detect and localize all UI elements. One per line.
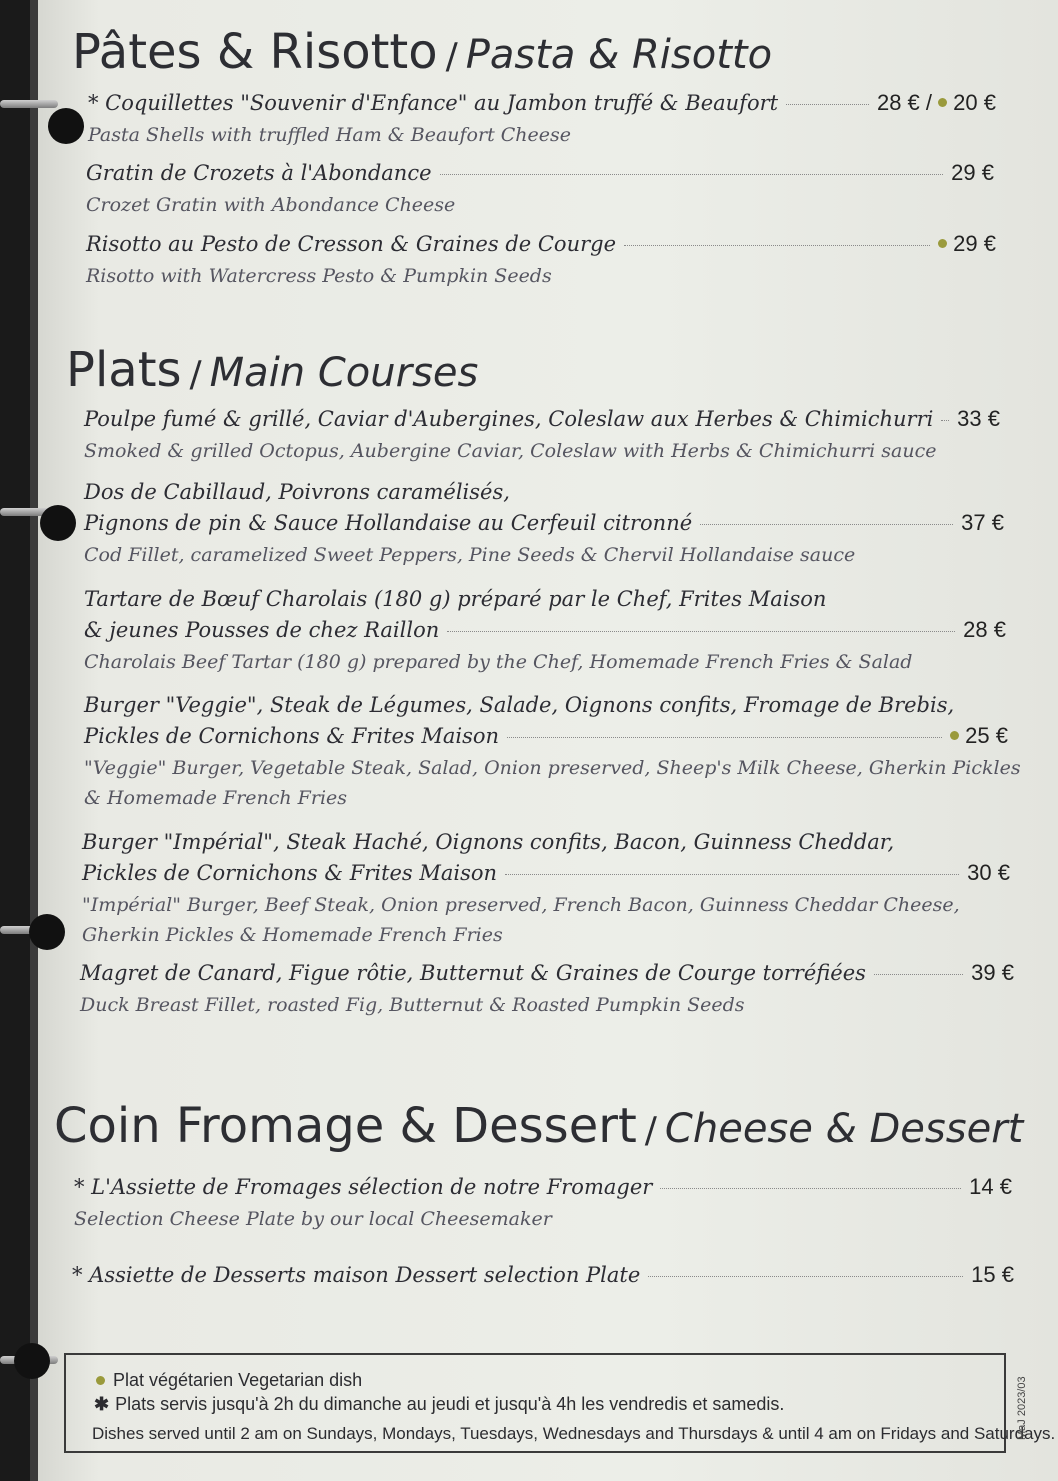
dish-name-fr: Tartare de Bœuf Charolais (180 g) préparé par le Chef, Frites Maison <box>84 587 827 611</box>
dish-name-fr: * Coquillettes "Souvenir d'Enfance" au Jambon truffé & Beaufort <box>88 91 779 115</box>
price: 28 € / 20 € <box>876 90 996 115</box>
dish-name-fr: Magret de Canard, Figue rôtie, Butternut & Graines de Courge torréfiées <box>80 961 866 985</box>
binder-spine <box>0 0 30 1481</box>
dish-name-fr: Risotto au Pesto de Cresson & Graines de Courge <box>86 232 617 256</box>
dot-leader <box>660 1188 961 1189</box>
vegetarian-dot-icon <box>938 239 947 248</box>
section-title-separator: / <box>445 36 458 77</box>
section-title-separator: / <box>644 1110 657 1151</box>
price: 14 € <box>969 1174 1012 1199</box>
price: 29 € <box>938 231 996 257</box>
section-title-en: Cheese & Dessert <box>664 1106 1024 1152</box>
dot-leader <box>874 974 963 975</box>
dish-name-en: Crozet Gratin with Abondance Cheese <box>86 194 456 216</box>
menu-item <box>84 693 1021 813</box>
price: 37 € <box>961 510 1004 535</box>
menu-item <box>86 160 994 220</box>
price: 15 € <box>971 1262 1014 1287</box>
menu-item <box>84 480 1004 570</box>
menu-item <box>84 406 1000 466</box>
dot-leader <box>507 737 942 738</box>
vegetarian-dot-icon <box>950 731 959 740</box>
menu-item <box>82 830 1010 950</box>
dish-name-fr: & jeunes Pousses de chez Raillon <box>84 618 440 642</box>
dish-name-en: Cod Fillet, caramelized Sweet Peppers, Pine Seeds & Chervil Hollandaise sauce <box>84 544 856 566</box>
section-title-cheese <box>54 1098 1023 1154</box>
section-title-en: Main Courses <box>209 350 479 396</box>
dish-name-en: Gherkin Pickles & Homemade French Fries <box>82 924 503 946</box>
legend-vegetarian: Plat végétarien Vegetarian dish <box>96 1370 362 1391</box>
price: 33 € <box>957 406 1000 431</box>
dish-name-fr: Burger "Impérial", Steak Haché, Oignons confits, Bacon, Guinness Cheddar, <box>82 830 895 854</box>
dot-leader <box>941 420 949 421</box>
update-label: MaJ 2023/03 <box>1016 1376 1028 1440</box>
vegetarian-dot-icon <box>96 1376 105 1385</box>
dish-name-en: "Impérial" Burger, Beef Steak, Onion preserved, French Bacon, Guinness Cheddar Cheese, <box>82 894 960 916</box>
menu-item <box>74 1174 1012 1234</box>
dot-leader <box>624 245 930 246</box>
price: 25 € <box>950 723 1008 749</box>
vegetarian-dot-icon <box>938 98 947 107</box>
dish-name-fr: Gratin de Crozets à l'Abondance <box>86 161 432 185</box>
menu-item <box>72 1262 1014 1292</box>
section-title-fr: Pâtes & Risotto <box>72 24 438 80</box>
dot-leader <box>447 631 955 632</box>
dot-leader <box>648 1276 963 1277</box>
section-title-en: Pasta & Risotto <box>465 32 773 78</box>
dish-name-fr: Burger "Veggie", Steak de Légumes, Salade, Oignons confits, Fromage de Brebis, <box>84 693 955 717</box>
section-title-fr: Coin Fromage & Dessert <box>54 1098 637 1154</box>
asterisk-icon: ✱ <box>94 1394 110 1414</box>
dot-leader <box>505 874 959 875</box>
section-title-pasta <box>72 24 772 80</box>
dish-name-fr: Pignons de pin & Sauce Hollandaise au Cerfeuil citronné <box>84 511 693 535</box>
price: 30 € <box>967 860 1010 885</box>
legend-hours-en: Dishes served until 2 am on Sundays, Mondays, Tuesdays, Wednesdays and Thursdays & until 4 am on Fridays and Saturdays. <box>92 1424 1056 1443</box>
dish-name-en: "Veggie" Burger, Vegetable Steak, Salad, Onion preserved, Sheep's Milk Cheese, Gherkin Pickles <box>84 757 1021 779</box>
price: 28 € <box>963 617 1006 642</box>
section-title-separator: / <box>189 354 202 395</box>
binder-edge <box>30 0 38 1481</box>
section-title-mains <box>66 342 478 398</box>
dish-name-fr: Pickles de Cornichons & Frites Maison <box>82 861 498 885</box>
dish-name-fr: Pickles de Cornichons & Frites Maison <box>84 724 500 748</box>
dot-leader <box>440 174 944 175</box>
dish-name-en: Duck Breast Fillet, roasted Fig, Butternut & Roasted Pumpkin Seeds <box>80 994 745 1016</box>
dish-name-en: Smoked & grilled Octopus, Aubergine Caviar, Coleslaw with Herbs & Chimichurri sauce <box>84 440 937 462</box>
menu-item <box>88 90 996 150</box>
dish-name-en: Pasta Shells with truffled Ham & Beaufort Cheese <box>88 124 571 146</box>
punch-hole <box>48 108 84 144</box>
punch-hole <box>40 505 76 541</box>
menu-item <box>84 587 1006 677</box>
section-title-fr: Plats <box>66 342 182 398</box>
menu-item <box>80 960 1014 1020</box>
punch-hole <box>29 914 65 950</box>
dot-leader <box>786 104 869 105</box>
price: 29 € <box>951 160 994 185</box>
binder-ring <box>0 100 58 108</box>
dish-name-en: Risotto with Watercress Pesto & Pumpkin Seeds <box>86 265 552 287</box>
dish-name-en: & Homemade French Fries <box>84 787 348 809</box>
dish-name-fr: * Assiette de Desserts maison Dessert selection Plate <box>72 1263 641 1287</box>
dish-name-fr: Dos de Cabillaud, Poivrons caramélisés, <box>84 480 510 504</box>
menu-item <box>86 231 996 291</box>
dish-name-fr: Poulpe fumé & grillé, Caviar d'Aubergines, Coleslaw aux Herbes & Chimichurri <box>84 407 934 431</box>
dish-name-en: Charolais Beef Tartar (180 g) prepared by the Chef, Homemade French Fries & Salad <box>84 651 913 673</box>
dot-leader <box>700 524 953 525</box>
punch-hole <box>14 1343 50 1379</box>
price: 39 € <box>971 960 1014 985</box>
dish-name-fr: * L'Assiette de Fromages sélection de notre Fromager <box>74 1175 653 1199</box>
dish-name-en: Selection Cheese Plate by our local Cheesemaker <box>74 1208 552 1230</box>
legend-hours-fr: ✱ Plats servis jusqu'à 2h du dimanche au jeudi et jusqu'à 4h les vendredis et samedis. <box>94 1394 785 1414</box>
